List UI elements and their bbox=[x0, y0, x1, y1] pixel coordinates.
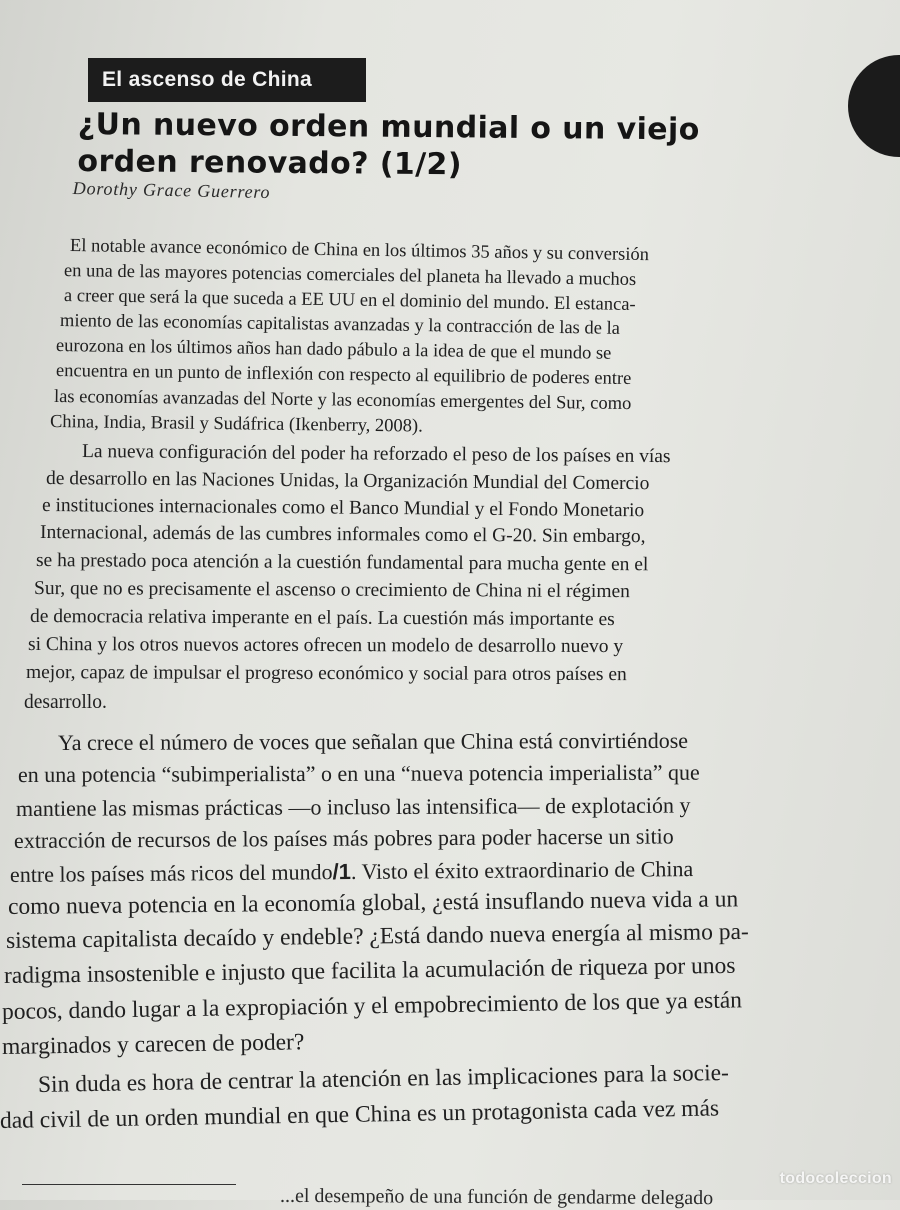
body-line: desarrollo. bbox=[24, 692, 107, 713]
body-line-segment: . Visto el éxito extraordinario de China bbox=[350, 856, 694, 885]
body-line: China, India, Brasil y Sudáfrica (Ikenberry, 2008). bbox=[49, 412, 423, 437]
body-line: pocos, dando lugar a la expropiación y el empobrecimiento de los que ya están bbox=[1, 987, 743, 1025]
body-line: se ha prestado poca atención a la cuestión fundamental para mucha gente en el bbox=[35, 550, 649, 576]
body-line: e instituciones internacionales como el Banco Mundial y el Fondo Monetario bbox=[41, 495, 645, 522]
body-line: si China y los otros nuevos actores ofrecen un modelo de desarrollo nuevo y bbox=[27, 634, 624, 658]
body-line: a creer que será la que suceda a EE UU en el dominio del mundo. El estanca- bbox=[63, 286, 636, 315]
footnote-reference[interactable]: /1 bbox=[332, 859, 352, 885]
body-line: en una de las mayores potencias comerciales del planeta ha llevado a muchos bbox=[63, 261, 637, 290]
body-line: en una potencia “subimperialista” o en una “nueva potencia imperialista” que bbox=[17, 759, 700, 787]
watermark: todocoleccion bbox=[779, 1170, 892, 1187]
title-line-2: orden renovado? (1/2) bbox=[77, 143, 463, 183]
body-line: Ya crece el número de voces que señalan que China está convirtiéndose bbox=[57, 727, 689, 755]
body-line: encuentra en un punto de inflexión con respecto al equilibrio de poderes entre bbox=[55, 361, 632, 390]
footnote-text: ...el desempeño de una función de gendarme delegado bbox=[279, 1184, 714, 1210]
body-line: dad civil de un orden mundial en que China es un protagonista cada vez más bbox=[0, 1095, 720, 1134]
body-line-segment: entre los países más ricos del mundo bbox=[9, 859, 333, 887]
body-line: radigma insostenible e injusto que facilita la acumulación de riqueza por unos bbox=[3, 952, 736, 989]
author-name: Dorothy Grace Guerrero bbox=[72, 178, 271, 203]
body-line-with-footnote bbox=[10, 856, 693, 888]
body-line: Sur, que no es precisamente el ascenso o crecimiento de China ni el régimen bbox=[33, 578, 630, 603]
body-line: mejor, capaz de impulsar el progreso económico y social para otros países en bbox=[25, 662, 627, 686]
footnote-divider bbox=[22, 1184, 236, 1185]
body-line: extracción de recursos de los países más pobres para poder hacerse un sitio bbox=[13, 823, 674, 853]
body-line: sistema capitalista decaído y endeble? ¿Está dando nueva energía al mismo pa- bbox=[5, 918, 749, 954]
body-line: las economías avanzadas del Norte y las economías emergentes del Sur, como bbox=[53, 387, 632, 415]
body-line: eurozona en los últimos años han dado pábulo a la idea de que el mundo se bbox=[55, 336, 612, 364]
body-line: Internacional, además de las cumbres informales como el G-20. Sin embargo, bbox=[39, 522, 646, 548]
body-line: marginados y carecen de poder? bbox=[1, 1029, 305, 1060]
title-line-1: ¿Un nuevo orden mundial o un viejo bbox=[77, 106, 700, 148]
section-label: El ascenso de China bbox=[88, 58, 366, 102]
body-line: como nueva potencia en la economía global, ¿está insuflando nueva vida a un bbox=[7, 886, 739, 920]
body-line: El notable avance económico de China en los últimos 35 años y su conversión bbox=[69, 236, 650, 266]
body-line: de democracia relativa imperante en el país. La cuestión más importante es bbox=[29, 606, 615, 631]
body-line: Sin duda es hora de centrar la atención en las implicaciones para la socie- bbox=[37, 1059, 730, 1098]
body-line: de desarrollo en las Naciones Unidas, la Organización Mundial del Comercio bbox=[45, 468, 650, 495]
body-line: mantiene las mismas prácticas —o incluso las intensifica— de explotación y bbox=[15, 792, 691, 821]
body-line: miento de las economías capitalistas avanzadas y la contracción de las de la bbox=[59, 311, 621, 339]
body-line: La nueva configuración del poder ha reforzado el peso de los países en vías bbox=[81, 441, 671, 468]
